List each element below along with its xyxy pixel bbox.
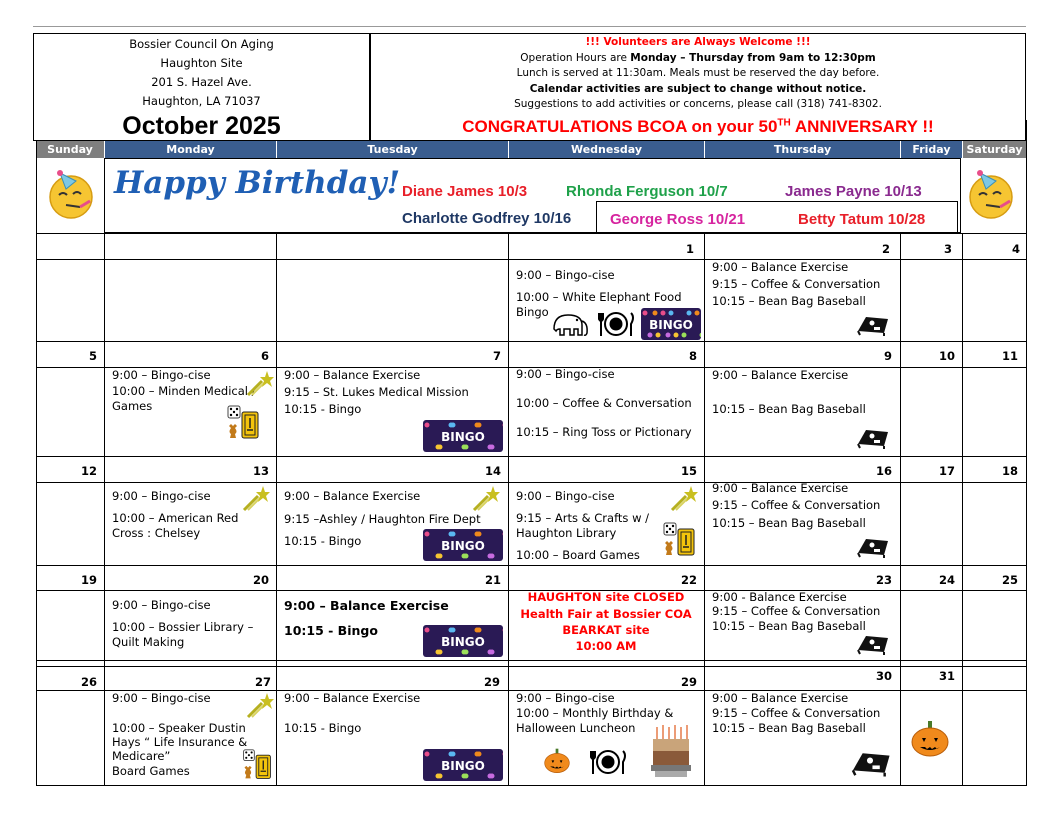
- bingo-icon: [423, 529, 503, 561]
- party-face-icon: [964, 167, 1018, 221]
- day-number: 8: [688, 349, 697, 363]
- event-text: 9:00 – Bingo-cise: [112, 691, 211, 705]
- event-text: 10:15 – Bean Bag Baseball: [712, 619, 866, 633]
- day-number: 31: [938, 669, 955, 683]
- site-name: Haughton Site: [160, 56, 243, 70]
- event-text: HAUGHTON site CLOSED: [527, 590, 685, 604]
- day-number: 16: [875, 464, 892, 478]
- event-text: 9:00 – Balance Exercise: [284, 598, 449, 613]
- event-text: 9:15 – St. Lukes Medical Mission: [284, 385, 469, 399]
- event-text: 10:00 AM: [575, 639, 637, 653]
- grid-line: [104, 158, 105, 233]
- day-number: 15: [680, 464, 697, 478]
- event-text: Halloween Luncheon: [516, 721, 636, 735]
- congrats-line: [371, 117, 1025, 137]
- day-number: 29: [483, 675, 500, 689]
- board-game-icon: [662, 521, 696, 559]
- day-number: 9: [883, 349, 892, 363]
- month-title: October 2025: [122, 112, 281, 140]
- grid-line: [36, 341, 1026, 342]
- birthday-name: Rhonda Ferguson 10/7: [566, 183, 728, 200]
- day-number: 3: [943, 242, 952, 256]
- event-text: 9:15 –Ashley / Haughton Fire Dept: [284, 512, 481, 526]
- event-text: 9:00 – Bingo-cise: [516, 367, 615, 381]
- day-number: 27: [254, 675, 271, 689]
- bingo-badge-text: BINGO: [441, 635, 485, 649]
- day-number: 26: [80, 675, 97, 689]
- event-text: 9:00 – Bingo-cise: [112, 489, 211, 503]
- day-number: 6: [260, 349, 269, 363]
- grid-line: [36, 785, 1026, 786]
- event-text: 10:15 - Bingo: [284, 623, 378, 638]
- event-text: 10:00 – Coffee & Conversation: [516, 396, 692, 410]
- day-header-monday: Monday: [104, 141, 276, 158]
- day-number: 5: [88, 349, 97, 363]
- congrats-sup: TH: [777, 116, 791, 128]
- city-address: Haughton, LA 71037: [142, 94, 261, 108]
- shooting-star-icon: [240, 484, 272, 512]
- event-text: 9:00 – Balance Exercise: [284, 489, 421, 503]
- bingo-icon: [423, 420, 503, 452]
- pumpkin-icon: [910, 720, 950, 758]
- event-text: Haughton Library: [516, 526, 617, 540]
- hours-line: [371, 51, 1025, 67]
- day-number: 21: [484, 573, 501, 587]
- day-number: 13: [252, 464, 269, 478]
- grid-line: [36, 141, 37, 786]
- event-text: 9:15 – Coffee & Conversation: [712, 277, 881, 291]
- event-text: Hays “ Life Insurance &: [112, 735, 248, 749]
- day-number: 22: [680, 573, 697, 587]
- notice-line: Calendar activities are subject to change without notice.: [529, 82, 867, 95]
- bingo-badge-text: BINGO: [441, 759, 485, 773]
- plate-cutlery-icon: [596, 310, 636, 338]
- shooting-star-icon: [666, 484, 702, 512]
- header-info-block: [370, 33, 1026, 141]
- event-text: Quilt Making: [112, 635, 185, 649]
- birthday-name: Diane James 10/3: [402, 183, 528, 200]
- event-text: Health Fair at Bossier COA: [520, 607, 692, 621]
- event-text: 9:00 – Balance Exercise: [712, 691, 849, 705]
- grid-line: [36, 660, 1026, 661]
- event-text: 9:15 – Coffee & Conversation: [712, 604, 881, 618]
- grid-line: [962, 233, 963, 786]
- day-number: 17: [938, 464, 955, 478]
- day-number: 2: [881, 242, 890, 256]
- event-text: 10:15 – Bean Bag Baseball: [712, 516, 866, 530]
- event-text: 10:15 - Bingo: [284, 534, 362, 548]
- day-number: 29: [680, 675, 697, 689]
- board-game-icon: [240, 748, 274, 782]
- lunch-line: Lunch is served at 11:30am. Meals must be reserved the day before.: [516, 67, 880, 79]
- hours-prefix: Operation Hours are: [520, 51, 631, 64]
- cornhole-icon: [854, 535, 890, 559]
- pumpkin-icon: [543, 748, 571, 774]
- board-game-icon: [226, 404, 260, 442]
- day-number: 20: [252, 573, 269, 587]
- bingo-badge-text: BINGO: [441, 430, 485, 444]
- event-text: Board Games: [112, 764, 190, 778]
- bingo-badge-text: BINGO: [649, 318, 693, 332]
- grid-line: [104, 233, 105, 786]
- birthday-name: Charlotte Godfrey 10/16: [402, 210, 572, 227]
- event-text: 10:00 – Minden Medical /: [112, 384, 256, 398]
- cornhole-icon: [848, 748, 892, 778]
- grid-line: [36, 456, 1026, 457]
- event-text: 9:00 – Bingo-cise: [516, 489, 615, 503]
- day-number: 12: [80, 464, 97, 478]
- grid-line: [508, 233, 509, 786]
- event-text: 10:15 – Ring Toss or Pictionary: [516, 425, 692, 439]
- grid-line: [36, 233, 1026, 234]
- grid-line: [900, 233, 901, 786]
- grid-line: [960, 158, 961, 233]
- event-text: 9:00 – Balance Exercise: [712, 368, 849, 382]
- event-text: 10:15 – Bean Bag Baseball: [712, 402, 866, 416]
- volunteers-line: !!! Volunteers are Always Welcome !!!: [585, 36, 811, 48]
- day-number: 19: [80, 573, 97, 587]
- day-number: 14: [484, 464, 501, 478]
- event-text: 10:15 – Bean Bag Baseball: [712, 294, 866, 308]
- day-number: 18: [1001, 464, 1018, 478]
- event-text: 9:00 – Bingo-cise: [516, 268, 615, 282]
- event-text: 10:00 – Bossier Library –: [112, 620, 254, 634]
- event-text: Games: [112, 399, 153, 413]
- day-number: 10: [938, 349, 955, 363]
- event-text: 10:15 – Bean Bag Baseball: [712, 721, 866, 735]
- day-number: 11: [1001, 349, 1018, 363]
- event-text: BEARKAT site: [562, 623, 650, 637]
- event-text: 10:00 – Monthly Birthday &: [516, 706, 674, 720]
- event-text: Cross : Chelsey: [112, 526, 201, 540]
- event-text: 9:00 – Bingo-cise: [516, 691, 615, 705]
- hours-bold: Monday – Thursday from 9am to 12:30pm: [630, 51, 876, 64]
- event-text: 9:00 – Bingo-cise: [112, 368, 211, 382]
- grid-line: [1026, 120, 1027, 786]
- event-text: 9:00 – Bingo-cise: [112, 598, 211, 612]
- event-text: 10:00 – Board Games: [516, 548, 640, 562]
- day-header-thursday: Thursday: [704, 141, 900, 158]
- day-number: 23: [875, 573, 892, 587]
- grid-line: [36, 565, 1026, 566]
- day-header-tuesday: Tuesday: [276, 141, 508, 158]
- party-face-icon: [44, 167, 98, 221]
- day-number: 30: [875, 669, 892, 683]
- cornhole-icon: [854, 632, 890, 656]
- event-text: Medicare”: [112, 749, 171, 763]
- shooting-star-icon: [470, 484, 502, 512]
- event-text: 9:15 – Coffee & Conversation: [712, 498, 881, 512]
- grid-line: [276, 233, 277, 786]
- bingo-icon: [423, 625, 503, 657]
- birthday-cake-icon: [649, 721, 693, 779]
- event-text: 10:15 - Bingo: [284, 402, 362, 416]
- shooting-star-icon: [246, 691, 274, 719]
- event-text: Bingo: [516, 305, 549, 319]
- day-number: 25: [1001, 573, 1018, 587]
- event-text: 9:15 – Arts & Crafts w /: [516, 511, 650, 525]
- day-header-saturday: Saturday: [962, 141, 1026, 158]
- shooting-star-icon: [246, 369, 274, 397]
- top-rule: [33, 26, 1026, 27]
- event-text: 10:00 – White Elephant Food: [516, 290, 682, 304]
- congrats-b: ANNIVERSARY !!: [790, 116, 934, 136]
- event-text: 10:00 – American Red: [112, 511, 239, 525]
- day-number: 4: [1011, 242, 1020, 256]
- grid-line: [36, 666, 1026, 667]
- event-text: 10:15 - Bingo: [284, 721, 362, 735]
- suggest-line: Suggestions to add activities or concerns, please call (318) 741-8302.: [514, 98, 882, 110]
- header-org-block: [33, 33, 370, 141]
- plate-cutlery-icon: [588, 748, 628, 776]
- grid-line: [704, 233, 705, 786]
- bingo-icon: [641, 308, 701, 340]
- event-text: 9:15 – Coffee & Conversation: [712, 706, 881, 720]
- birthday-name: George Ross 10/21: [610, 211, 746, 228]
- event-text: 9:00 – Balance Exercise: [712, 481, 849, 495]
- event-text: 9:00 – Balance Exercise: [284, 368, 421, 382]
- event-text: 9:00 – Balance Exercise: [284, 691, 421, 705]
- day-header-friday: Friday: [900, 141, 962, 158]
- grid-line: [36, 259, 1026, 260]
- event-text: 10:00 – Speaker Dustin: [112, 721, 246, 735]
- event-text: 9:00 - Balance Exercise: [712, 590, 847, 604]
- birthday-name: Betty Tatum 10/28: [798, 211, 926, 228]
- bingo-badge-text: BINGO: [441, 539, 485, 553]
- grid-line: [36, 482, 1026, 483]
- street-address: 201 S. Hazel Ave.: [151, 75, 252, 89]
- day-number: 7: [492, 349, 501, 363]
- day-header-wednesday: Wednesday: [508, 141, 704, 158]
- elephant-icon: [550, 309, 590, 339]
- event-text: 9:00 – Balance Exercise: [712, 260, 849, 274]
- org-name: Bossier Council On Aging: [129, 37, 274, 51]
- bingo-icon: [423, 749, 503, 781]
- day-number: 24: [938, 573, 955, 587]
- day-number: 1: [685, 242, 694, 256]
- cornhole-icon: [854, 426, 890, 450]
- birthday-title: Happy Birthday!: [114, 165, 401, 201]
- congrats-a: CONGRATULATIONS BCOA on your 50: [462, 116, 778, 136]
- day-header-sunday: Sunday: [36, 141, 104, 158]
- birthday-name: James Payne 10/13: [785, 183, 922, 200]
- cornhole-icon: [854, 313, 890, 337]
